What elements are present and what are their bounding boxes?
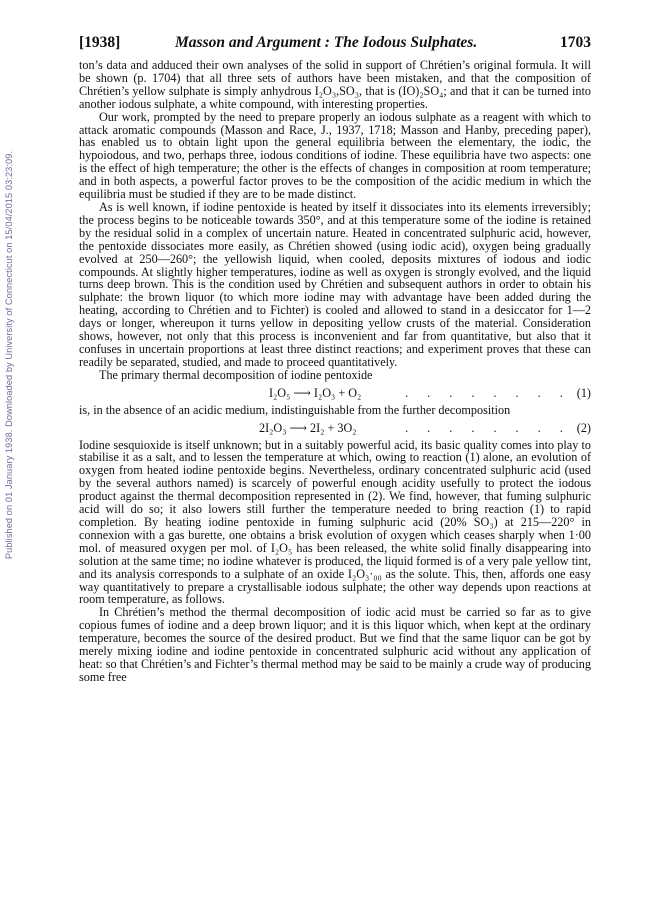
paragraph: As is well known, if iodine pentoxide is heated by itself it dissociates into its elements irreversibly; the process begins to be noticeable towards 350°, and at this temperature some of the iodine is retained by the residual solid in a complex of uncertain nature. Heated in concentrated sulphuric acid, however, the pentoxide dissociates more easily, as Chrétien showed (using iodic acid), oxygen being gradually evolved at 250—260°; the yellowish liquid, when cooled, deposits mixtures of iodous and iodic compounds. At slightly higher temperatures, iodine as well as oxygen is strongly evolved, and the liquid turns deep brown. This is the condition used by Chrétien and subsequent authors in order to obtain his sulphate: the brown liquor (to which more iodine may with advantage have been added during the heating, according to Chrétien and to Fichter) is cooled and allowed to stand in a desiccator for 1—2 days or longer, whereupon it turns yellow in depositing yellow crusts of the material. Consideration shows, however, not only that this process is inconvenient and far from quantitative, but also that it confuses in uncertain proportions at least three distinct reactions; and experiment proves that these can readily be separated, studied, and made to proceed quantitatively. bbox=[79, 199, 591, 369]
equation-2 bbox=[79, 417, 591, 439]
paragraph: is, in the absence of an acidic medium, indistinguishable from the further decomposition bbox=[79, 402, 511, 417]
paragraph: In Chrétien’s method the thermal decomposition of iodic acid must be carried so far as to give copious fumes of iodine and a deep brown liquor; and it is this liquor which, when kept at the ordinary temperature, becomes the source of the desired product. But we find that the same liquor can be got by merely mixing iodine and iodine pentoxide in concentrated sulphuric acid without any application of heat: so that Chrétien’s and Fichter’s thermal method may be said to be mainly a crude way of producing some free bbox=[79, 605, 591, 684]
equation-label: (2) bbox=[576, 420, 591, 435]
paragraph: The primary thermal decomposition of iodine pentoxide bbox=[99, 367, 373, 382]
journal-year: [1938] bbox=[79, 34, 121, 51]
equation-1 bbox=[79, 382, 591, 404]
running-title: Masson and Argument : The Iodous Sulphates. bbox=[175, 34, 478, 51]
equation-leader: . . . . . . . . bbox=[405, 420, 571, 435]
equation-label: (1) bbox=[576, 385, 591, 400]
paragraph: ton’s data and adduced their own analyses of the solid in support of Chrétien’s original formula. It will be shown (p. 1704) that all three sets of authors have been mistaken, and that the composition of Chrétien’s yellow sulphate is simply anhydrous I₂O₃,SO₃, that is (IO)₂SO₄; and that it can be turned into another iodous sulphate, a white compound, with interesting properties. bbox=[79, 58, 591, 111]
paragraph: Iodine sesquioxide is itself unknown; but in a suitably powerful acid, its basic quality comes into play to stabilise it as a salt, and to lessen the temperature at which, owing to reaction (1) alone, an evolution of oxygen from heated iodine pentoxide begins. Nevertheless, ordinary concentrated sulphuric acid (used by the several authors named) is scarcely of powerful enough acidity usefully to protect the iodous product against the thermal decomposition represented in (2). We find, however, that fuming sulphuric acid will do so; it also lowers still further the temperature needed to bring reaction (1) to rapid completion. By heating iodine pentoxide in fuming sulphuric acid (20% SO₃) at 215—220° in connexion with a gas burette, one obtains a brisk evolution of oxygen which ceases sharply when 1·00 mol. of measured oxygen per mol. of I₂O₅ has been released, the white solid finally disappearing into solution at the same time; no iodine whatever is produced, the liquid formed is of a very pale yellow tint, and its analysis corresponds to a sulphate of an oxide I₂O₃·₀₀ as the solute. This, then, affords one easy way quantitatively to prepare a crystallisable iodous sulphate; the other way depends upon reactions at room temperature, as follows. bbox=[79, 437, 591, 607]
equation-formula: 2I₂O₃ ⟶ 2I₂ + 3O₂ bbox=[259, 420, 357, 435]
page-header bbox=[79, 34, 591, 54]
equation-formula: I₂O₅ ⟶ I₂O₃ + O₂ bbox=[269, 385, 362, 400]
publication-note: Published on 01 January 1938. Downloaded by University of Connecticut on 15/04/2015 03:23:09. bbox=[4, 150, 14, 560]
article-body bbox=[79, 59, 591, 684]
paragraph: Our work, prompted by the need to prepare properly an iodous sulphate as a reagent with which to attack aromatic compounds (Masson and Race, J., 1937, 1718; Masson and Hanby, preceding paper), has enabled us to obtain light upon the general equilibria between the elementary, the iodic, the hypoiodous, and two, perhaps three, iodous conditions of iodine. These equilibria have two aspects: one is the effect of high temperature; the other is the effects of changes in composition at room temperature; and in both aspects, a powerful factor proves to be the composition of the acidic medium in which the equilibria must be studied if they are to be made distinct. bbox=[79, 109, 591, 202]
publication-sidebar bbox=[2, 140, 16, 570]
equation-leader: . . . . . . . . bbox=[405, 385, 571, 400]
page-number: 1703 bbox=[560, 34, 591, 51]
